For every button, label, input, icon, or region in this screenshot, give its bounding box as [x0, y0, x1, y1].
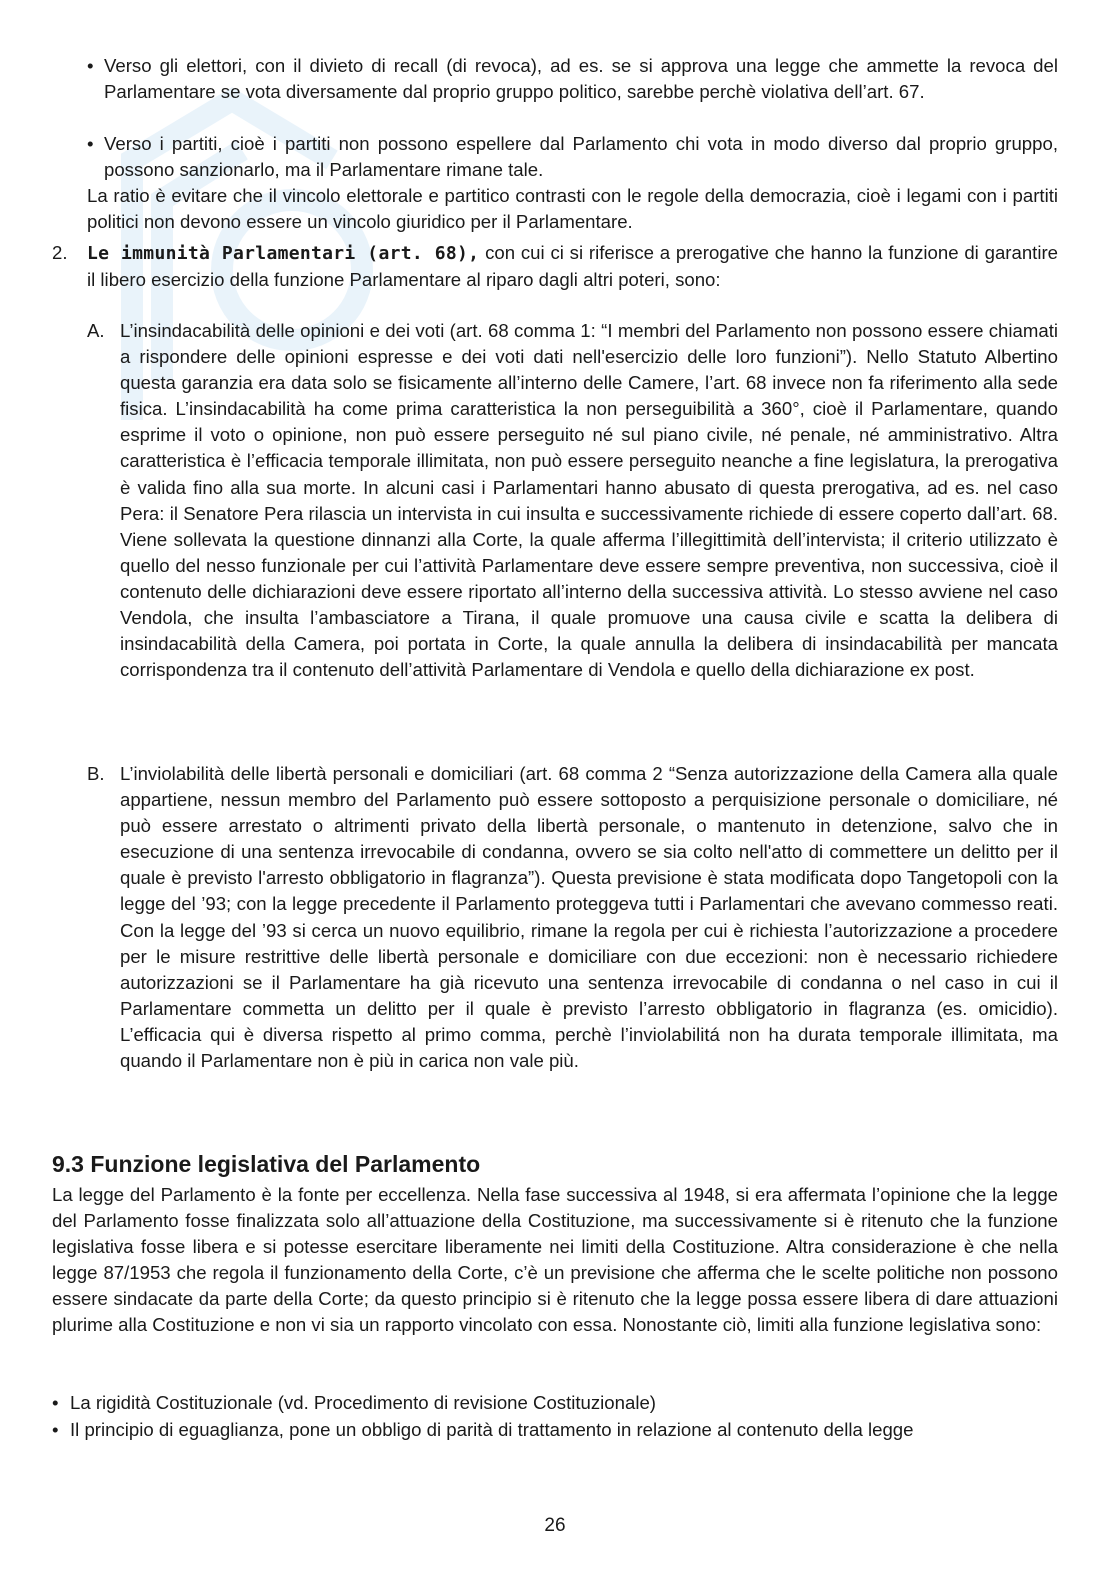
- section-paragraph: La legge del Parlamento è la fonte per eccellenza. Nella fase successiva al 1948, si era affermata l’opinione che la legge del Parlamento fosse finalizzata solo all’attuazione della Costituzione, ma successivamente si è ritenuto che la funzione legislativa fosse libera e si potesse esercitare liberamente nei limiti della Costituzione. Altra considerazione è che nella legge 87/1953 che regola il funzionamento della Corte, c’è un previsione che afferma che le scelte politiche non possono essere sindacate da parte della Corte; da questo principio si è ritenuto che la legge possa essere libera di dare attuazioni plurime alla Costituzione e non vi sia un rapporto vincolato con essa. Nonostante ciò, limiti alla funzione legislativa sono:: [52, 1184, 1058, 1336]
- bullet-marker: •: [52, 1392, 59, 1413]
- bullet-marker: •: [52, 1419, 59, 1440]
- item2-paragraph: [87, 240, 1058, 293]
- bullet-text-parties: Verso i partiti, cioè i partiti non possono espellere dal Parlamento chi vota in modo diverso dal proprio gruppo, possono sanzionarlo, ma il Parlamentare rimane tale.: [104, 133, 1058, 181]
- bullet-marker: •: [87, 133, 94, 154]
- sub-text-a: L’insindacabilità delle opinioni e dei voti (art. 68 comma 1: “I membri del Parlamento non possono essere chiamati a rispondere delle opinioni espresse e dei voti dati nell'esercizio delle loro funzioni”). Nello Statuto Albertino questa garanzia era data solo se fisicamente all’interno delle Camere, l’art. 68 invece non fa riferimento alla sede fisica. L’insindacabilità ha come prima caratteristica la non perseguibilità a 360°, cioè il Parlamentare, quando esprime il voto o opinione, non può essere perseguito né sul piano civile, né penale, né amministrativo. Altra caratteristica è l’efficacia temporale illimitata, non può essere perseguito neanche a fine legislatura, la prerogativa è valida fino alla sua morte. In alcuni casi i Parlamentari hanno abusato di questa prerogativa, ad es. nel caso Pera: il Senatore Pera rilascia un intervista in cui insulta e successivamente richiede di essere coperto dall’art. 68. Viene sollevata la questione dinnanzi alla Corte, la quale afferma l’illegittimità dell’intervista; il criterio utilizzato è quello del nesso funzionale per cui l’attività Parlamentare deve essere sempre preventiva, non successiva, cioè il contenuto delle dichiarazioni deve essere riportato all’interno della successiva attività. Lo stesso avviene nel caso Vendola, che insulta l’ambasciatore a Tirana, il quale promuove una causa civile e scatta la delibera di insindacabilità della Camera, poi portata in Corte, la quale annulla la delibera di insindacabilità per mancata corrispondenza tra il contenuto dell’attività Parlamentare di Vendola e quello della dichiarazione ex post.: [120, 320, 1058, 681]
- bullet-text-rigidity: La rigidità Costituzionale (vd. Procedimento di revisione Costituzionale): [70, 1392, 656, 1413]
- item2-bold-title: Le immunità Parlamentari (art. 68),: [87, 243, 480, 264]
- page-number: 26: [544, 1515, 566, 1536]
- ratio-paragraph: La ratio è evitare che il vincolo elettorale e partitico contrasti con le regole della democrazia, cioè i legami con i partiti politici non devono essere un vincolo giuridico per il Parlamentare.: [87, 185, 1058, 233]
- bullet-marker: •: [87, 55, 94, 76]
- section-heading: 9.3 Funzione legislativa del Parlamento: [52, 1151, 481, 1177]
- document-page: [52, 0, 1058, 1579]
- sub-text-b: L’inviolabilità delle libertà personali e domiciliari (art. 68 comma 2 “Senza autorizzazione della Camera alla quale appartiene, nessun membro del Parlamento può essere sottoposto a perquisizione personale o domiciliare, né può essere arrestato o altrimenti privato della libertà personale, o mantenuto in detenzione, salvo che in esecuzione di una sentenza irrevocabile di condanna, ovvero se sia colto nell'atto di commettere un delitto per il quale è previsto l'arresto obbligatorio in flagranza”). Questa previsione è stata modificata dopo Tangetopoli con la legge del ’93; con la legge precedente il Parlamento proteggeva tutti i Parlamentari che avevano commesso reati. Con la legge del ’93 si cerca un nuovo equilibrio, rimane la regola per cui è richiesta l’autorizzazione a procedere per le misure restrittive delle libertà personale e domiciliare con due eccezioni: non è necessario richiedere autorizzazioni se il Parlamentare ha già ricevuto una sentenza irrevocabile di condanna o nel caso in cui il Parlamentare commetta un delitto per il quale è previsto l’arresto obbligatorio in flagranza (es. omicidio). L’efficacia qui è diversa rispetto al primo comma, perchè l’inviolabilitá non ha durata temporale illimitata, ma quando il Parlamentare non è più in carica non vale più.: [120, 763, 1058, 1072]
- list-number: 2.: [52, 242, 68, 263]
- sub-marker-b: B.: [87, 763, 105, 784]
- bullet-text-electors: Verso gli elettori, con il divieto di recall (di revoca), ad es. se si approva una legge che ammette la revoca del Parlamentare se vota diversamente dal proprio gruppo politico, sarebbe perchè violativa dell’art. 67.: [104, 55, 1058, 103]
- bullet-text-equality: Il principio di eguaglianza, pone un obbligo di parità di trattamento in relazione al contenuto della legge: [70, 1419, 914, 1440]
- item2-rest: con cui ci si riferisce a prerogative che hanno la funzione di garantire il libero esercizio della funzione Parlamentare al riparo dagli altri poteri, sono:: [87, 242, 1058, 291]
- sub-marker-a: A.: [87, 320, 105, 341]
